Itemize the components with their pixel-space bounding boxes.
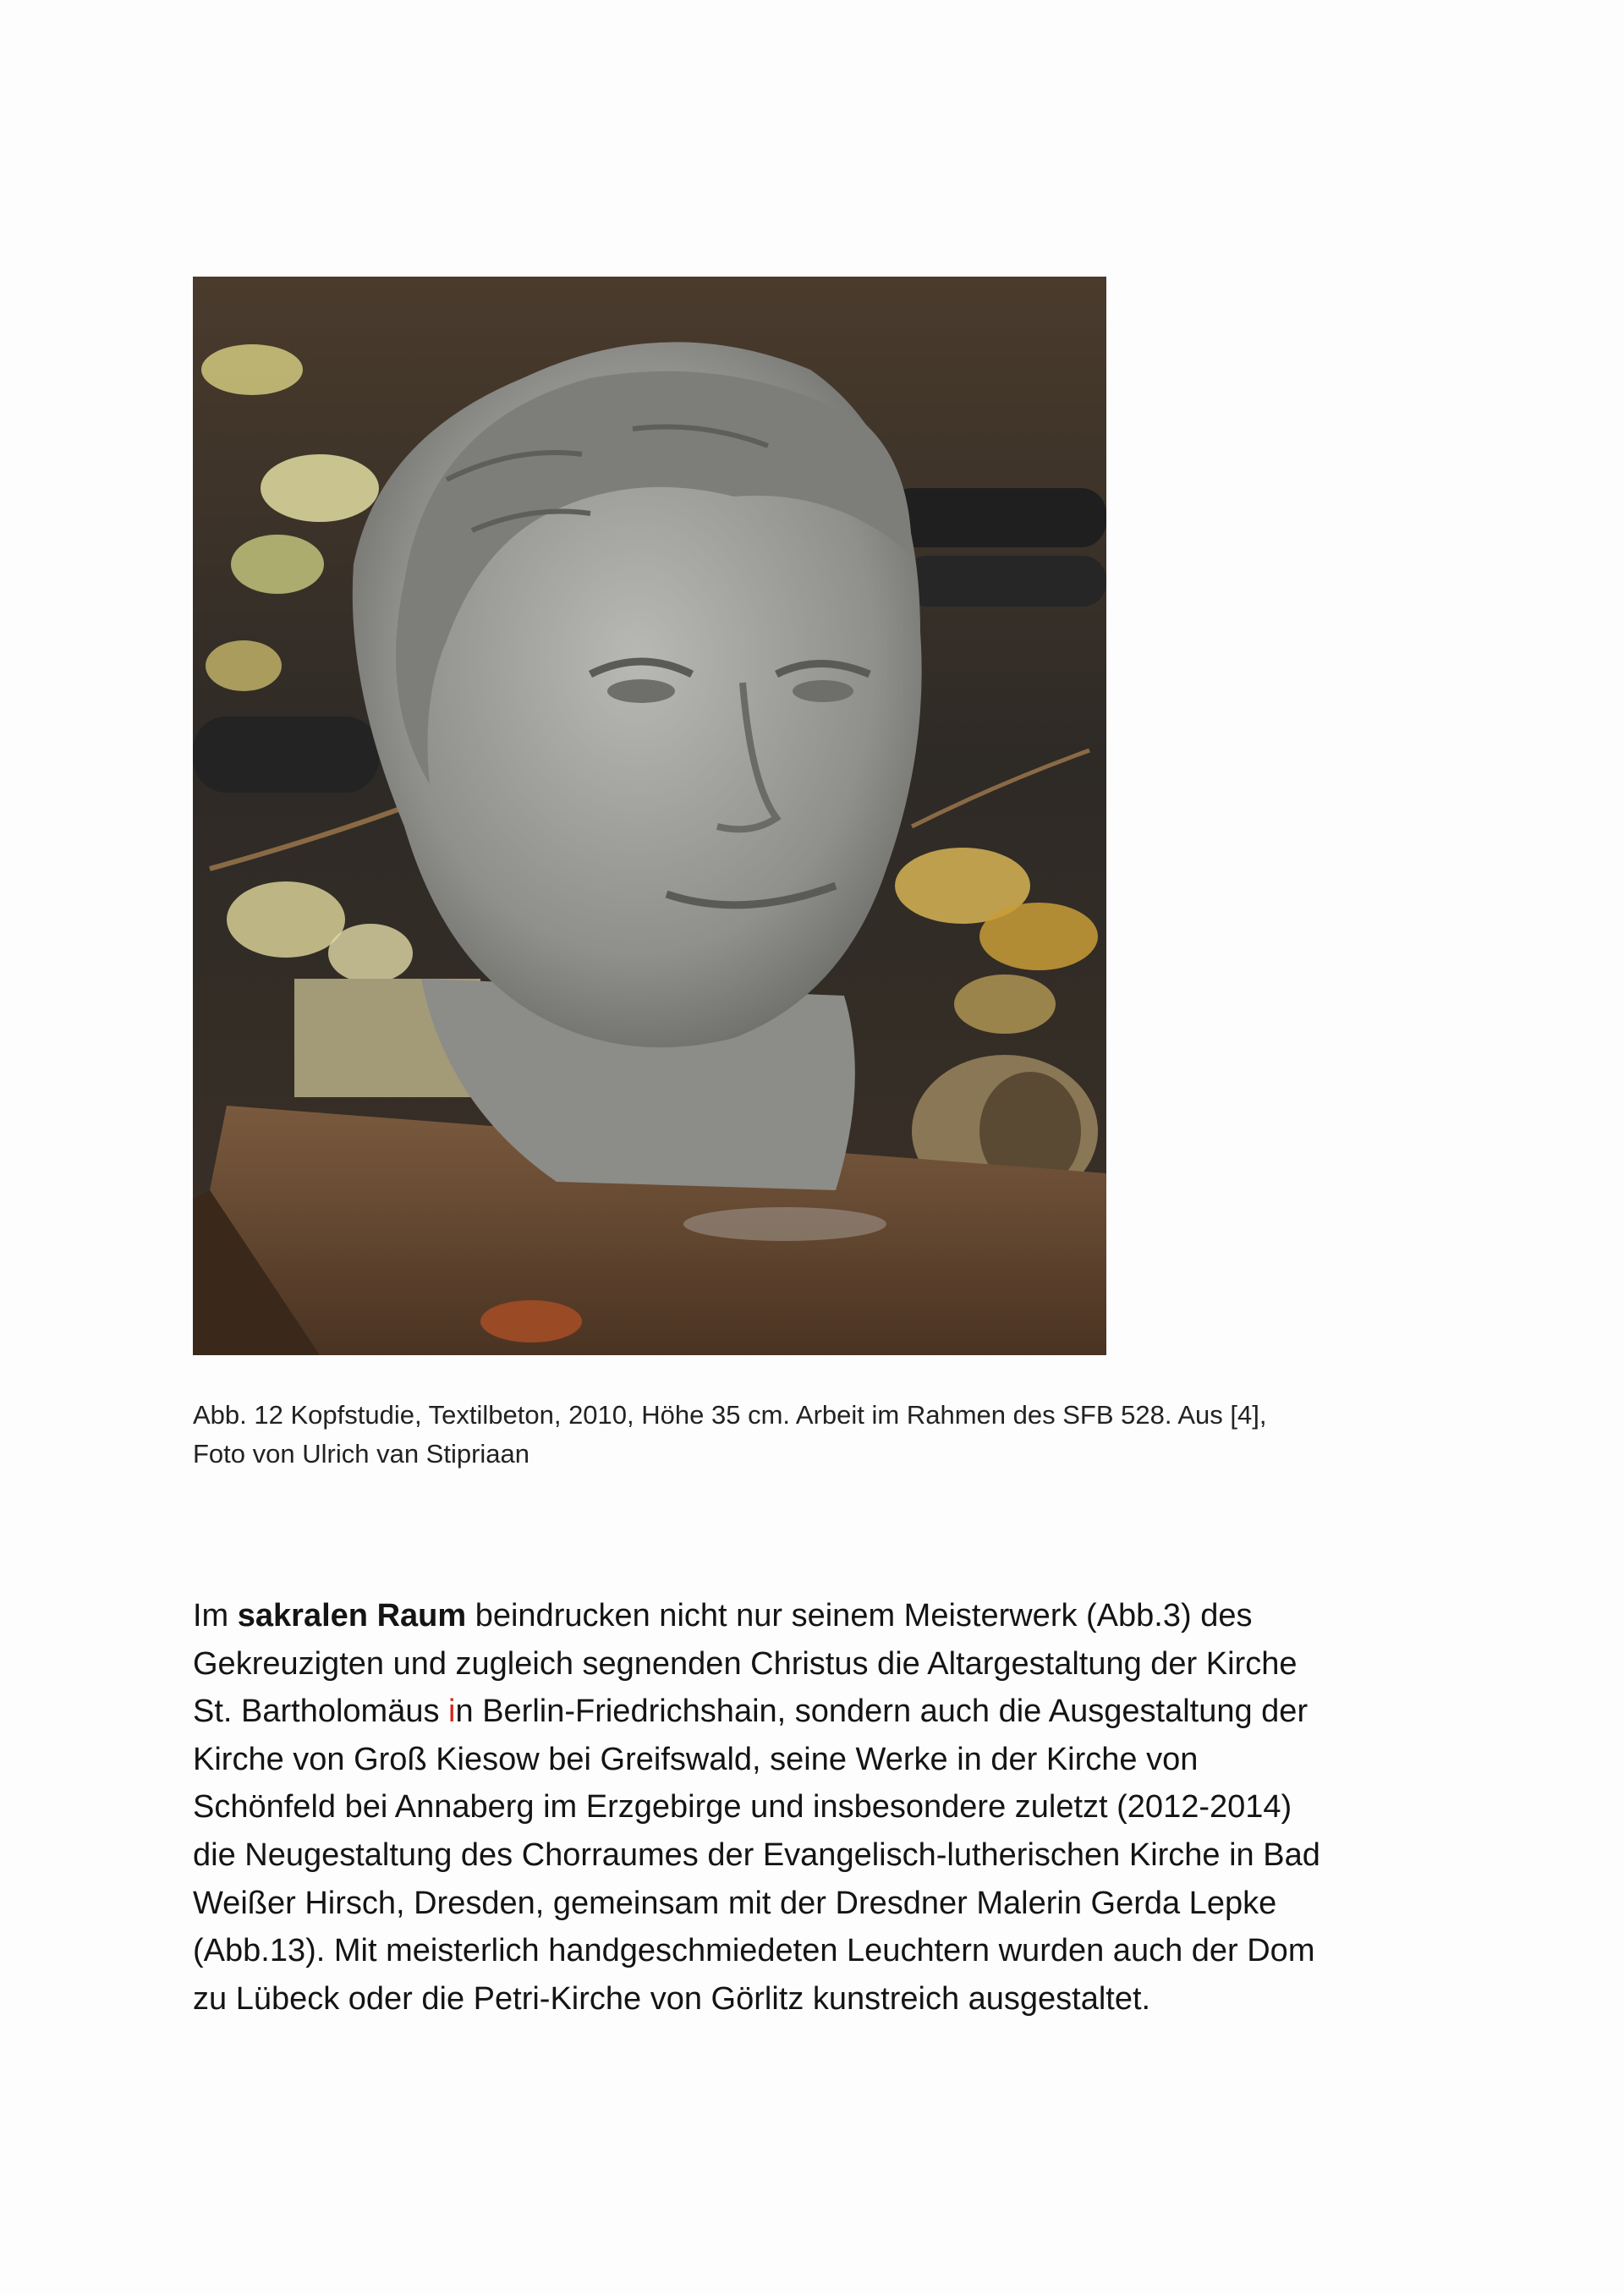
caption-line-1: Abb. 12 Kopfstudie, Textilbeton, 2010, Höhe 35 cm. Arbeit im Rahmen des SFB 528. Aus [4], bbox=[193, 1400, 1267, 1430]
bold-term-sakralen-raum: sakralen Raum bbox=[237, 1598, 467, 1633]
paragraph-line-9: zu Lübeck oder die Petri-Kirche von Görlitz kunstreich ausgestaltet. bbox=[193, 1980, 1151, 2017]
body-paragraph bbox=[193, 1592, 1479, 2023]
line1-pre: Im bbox=[193, 1598, 238, 1633]
line1-post: beindrucken nicht nur seinem Meisterwerk (Abb.3) des bbox=[466, 1598, 1253, 1633]
paragraph-line-4: Kirche von Groß Kiesow bei Greifswald, seine Werke in der Kirche von bbox=[193, 1741, 1199, 1777]
paragraph-line-6: die Neugestaltung des Chorraumes der Evangelisch-lutherischen Kirche in Bad bbox=[193, 1837, 1320, 1873]
paragraph-line-5: Schönfeld bei Annaberg im Erzgebirge und insbesondere zuletzt (2012-2014) bbox=[193, 1789, 1292, 1826]
figure-caption bbox=[193, 1396, 1479, 1474]
paragraph-line-7: Weißer Hirsch, Dresden, gemeinsam mit der Dresdner Malerin Gerda Lepke bbox=[193, 1885, 1277, 1921]
sculpture-photo bbox=[193, 277, 1106, 1355]
paragraph-line-3 bbox=[193, 1688, 1479, 1736]
caption-line-2: Foto von Ulrich van Stipriaan bbox=[193, 1439, 530, 1469]
paragraph-line-2: Gekreuzigten und zugleich segnenden Christus die Altargestaltung der Kirche bbox=[193, 1645, 1298, 1682]
paragraph-line-1 bbox=[193, 1592, 1479, 1640]
red-highlight-letter: i bbox=[448, 1694, 456, 1730]
paragraph-line-8: (Abb.13). Mit meisterlich handgeschmiedeten Leuchtern wurden auch der Dom bbox=[193, 1933, 1315, 1969]
line3-post: n Berlin-Friedrichshain, sondern auch die Ausgestaltung der bbox=[455, 1694, 1309, 1730]
line3-pre: St. Bartholomäus bbox=[193, 1694, 449, 1730]
concrete-head-sculpture-image bbox=[193, 277, 1106, 1355]
